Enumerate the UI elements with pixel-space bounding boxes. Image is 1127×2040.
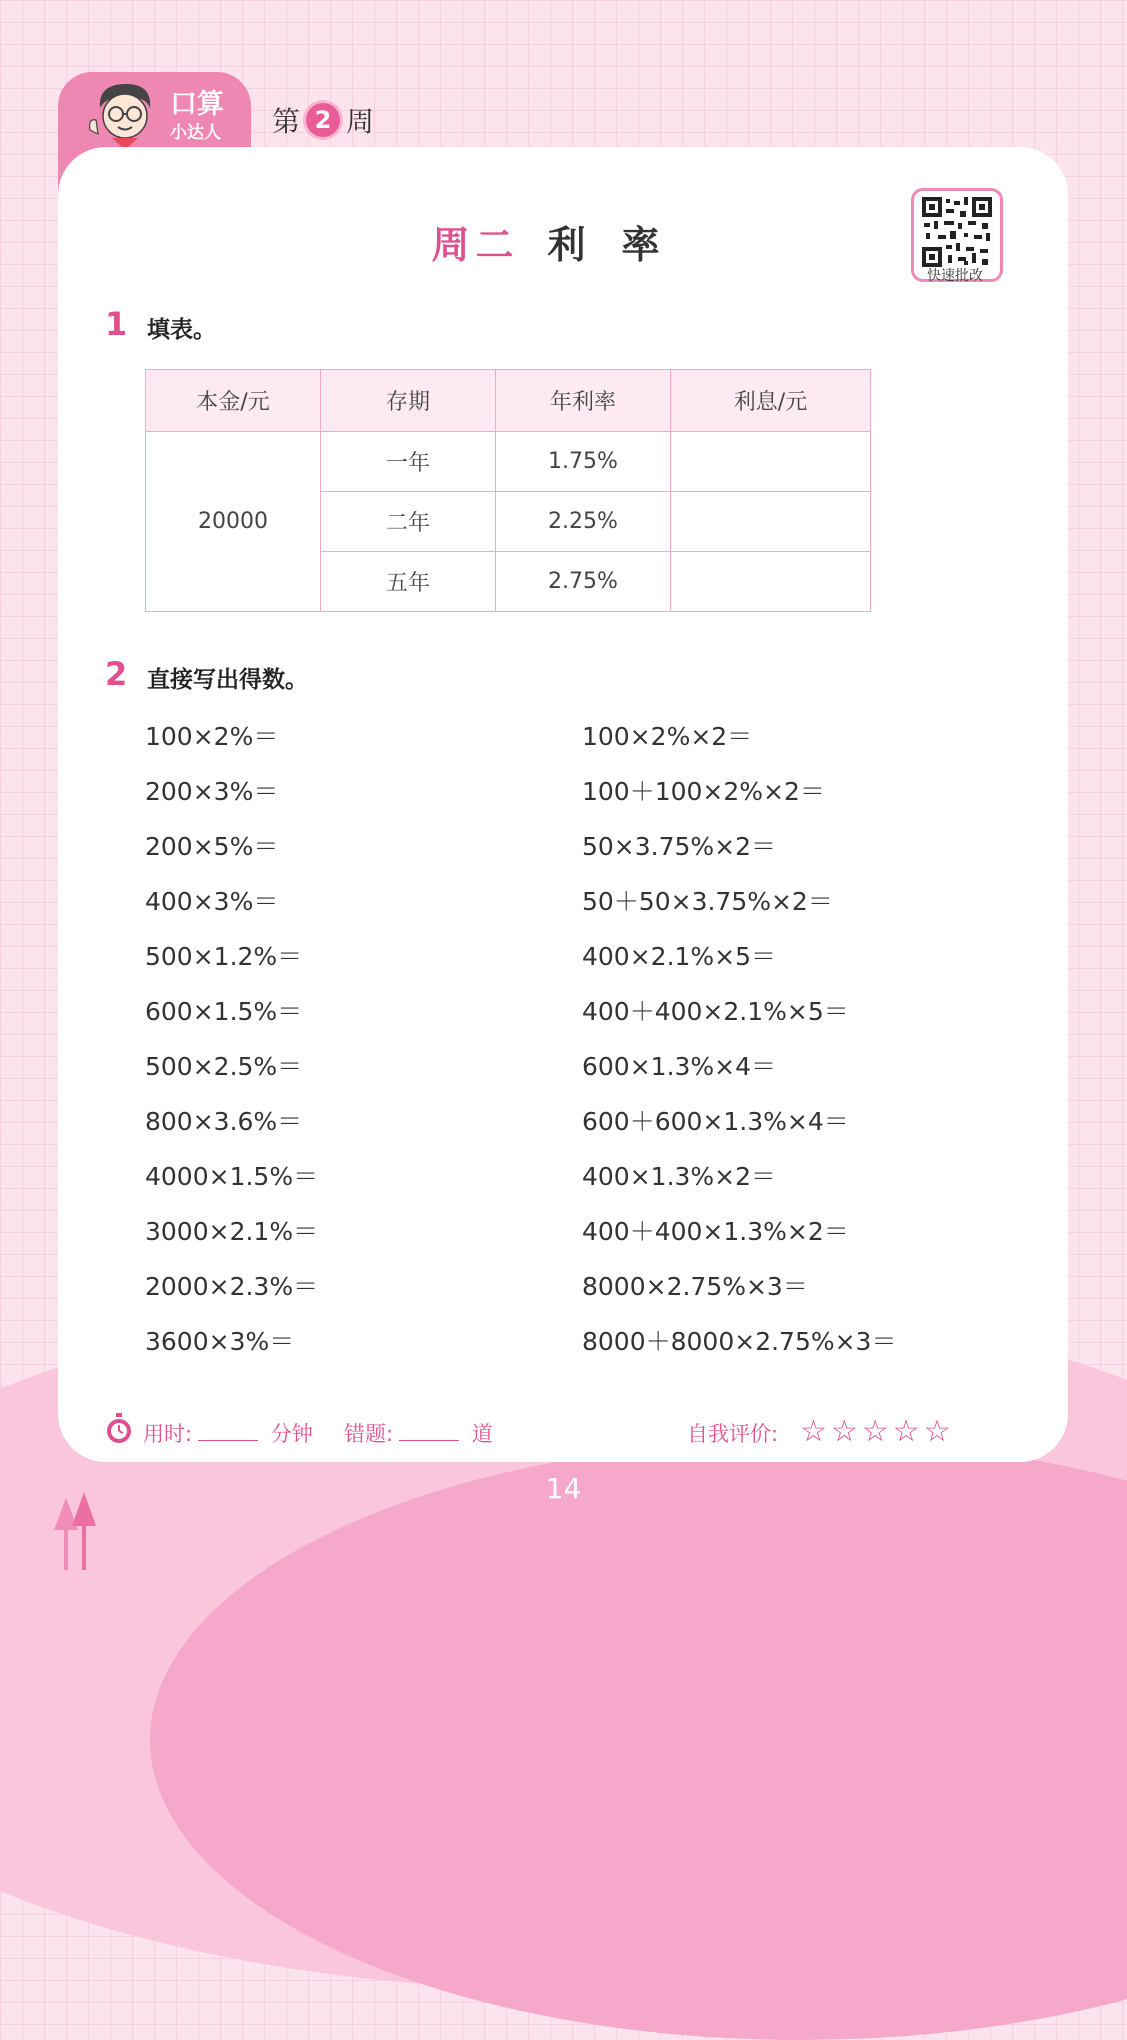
exercise-item: 50×3.75%×2＝ [582, 832, 777, 861]
qr-code-icon [922, 197, 992, 267]
time-label: 用时: [143, 1422, 193, 1446]
header-interest: 利息/元 [671, 370, 871, 432]
interest-table [145, 369, 871, 612]
time-blank[interactable] [198, 1422, 258, 1441]
title-topic: 利率 [547, 223, 696, 267]
self-eval-label: 自我评价: [687, 1422, 779, 1446]
exercise-item: 500×1.2%＝ [145, 942, 303, 971]
exercise-item: 500×2.5%＝ [145, 1052, 303, 1081]
exercise-item: 400＋400×1.3%×2＝ [582, 1217, 849, 1246]
exercise-item: 200×5%＝ [145, 832, 279, 861]
term-cell: 二年 [321, 492, 496, 552]
term-cell: 五年 [321, 552, 496, 612]
rate-cell: 2.75% [496, 552, 671, 612]
exercise-item: 4000×1.5%＝ [145, 1162, 319, 1191]
section1-label: 填表。 [147, 317, 216, 343]
self-eval-stars[interactable]: ☆☆☆☆☆ [800, 1414, 955, 1449]
exercise-item: 8000×2.75%×3＝ [582, 1272, 808, 1301]
header-term: 存期 [321, 370, 496, 432]
errors-field [344, 1418, 493, 1448]
qr-label: 快速批改 [927, 268, 983, 284]
time-unit: 分钟 [270, 1422, 313, 1446]
exercise-item: 400×2.1%×5＝ [582, 942, 777, 971]
exercise-item: 800×3.6%＝ [145, 1107, 303, 1136]
exercise-item: 400×3%＝ [145, 887, 279, 916]
errors-label: 错题: [344, 1422, 394, 1446]
rate-cell: 1.75% [496, 432, 671, 492]
badge-title: 口算 [170, 89, 224, 120]
week-number: 2 [306, 103, 340, 137]
exercise-item: 100×2%＝ [145, 722, 279, 751]
exercise-item: 100×2%×2＝ [582, 722, 753, 751]
week-prefix: 第 [272, 105, 301, 138]
principal-cell: 20000 [146, 432, 321, 612]
exercise-item: 2000×2.3%＝ [145, 1272, 319, 1301]
week-indicator [272, 100, 374, 140]
table-row [146, 432, 871, 492]
exercise-item: 50＋50×3.75%×2＝ [582, 887, 833, 916]
section2-number: 2 [105, 655, 128, 693]
exercise-item: 400＋400×2.1%×5＝ [582, 997, 849, 1026]
header-principal: 本金/元 [146, 370, 321, 432]
rate-cell: 2.25% [496, 492, 671, 552]
exercise-item: 600＋600×1.3%×4＝ [582, 1107, 849, 1136]
exercise-item: 400×1.3%×2＝ [582, 1162, 777, 1191]
page-number: 14 [545, 1472, 582, 1505]
section2-label: 直接写出得数。 [147, 667, 308, 693]
section1-number: 1 [105, 305, 128, 343]
exercise-item: 600×1.5%＝ [145, 997, 303, 1026]
stopwatch-icon [104, 1413, 134, 1445]
errors-blank[interactable] [399, 1422, 459, 1441]
badge-subtitle: 小达人 [170, 123, 221, 143]
term-cell: 一年 [321, 432, 496, 492]
exercise-item: 8000＋8000×2.75%×3＝ [582, 1327, 897, 1356]
title-day: 周二 [431, 223, 520, 267]
exercise-item: 3600×3%＝ [145, 1327, 295, 1356]
table-header-row [146, 370, 871, 432]
interest-answer-cell[interactable] [671, 432, 871, 492]
exercise-item: 100＋100×2%×2＝ [582, 777, 825, 806]
tree-decoration-icon [52, 1490, 102, 1570]
header-rate: 年利率 [496, 370, 671, 432]
errors-unit: 道 [471, 1422, 493, 1446]
exercise-item: 200×3%＝ [145, 777, 279, 806]
time-field [143, 1418, 313, 1448]
cartoon-boy-icon [86, 78, 164, 154]
week-suffix: 周 [346, 105, 375, 138]
interest-answer-cell[interactable] [671, 492, 871, 552]
exercise-item: 3000×2.1%＝ [145, 1217, 319, 1246]
interest-answer-cell[interactable] [671, 552, 871, 612]
exercise-item: 600×1.3%×4＝ [582, 1052, 777, 1081]
